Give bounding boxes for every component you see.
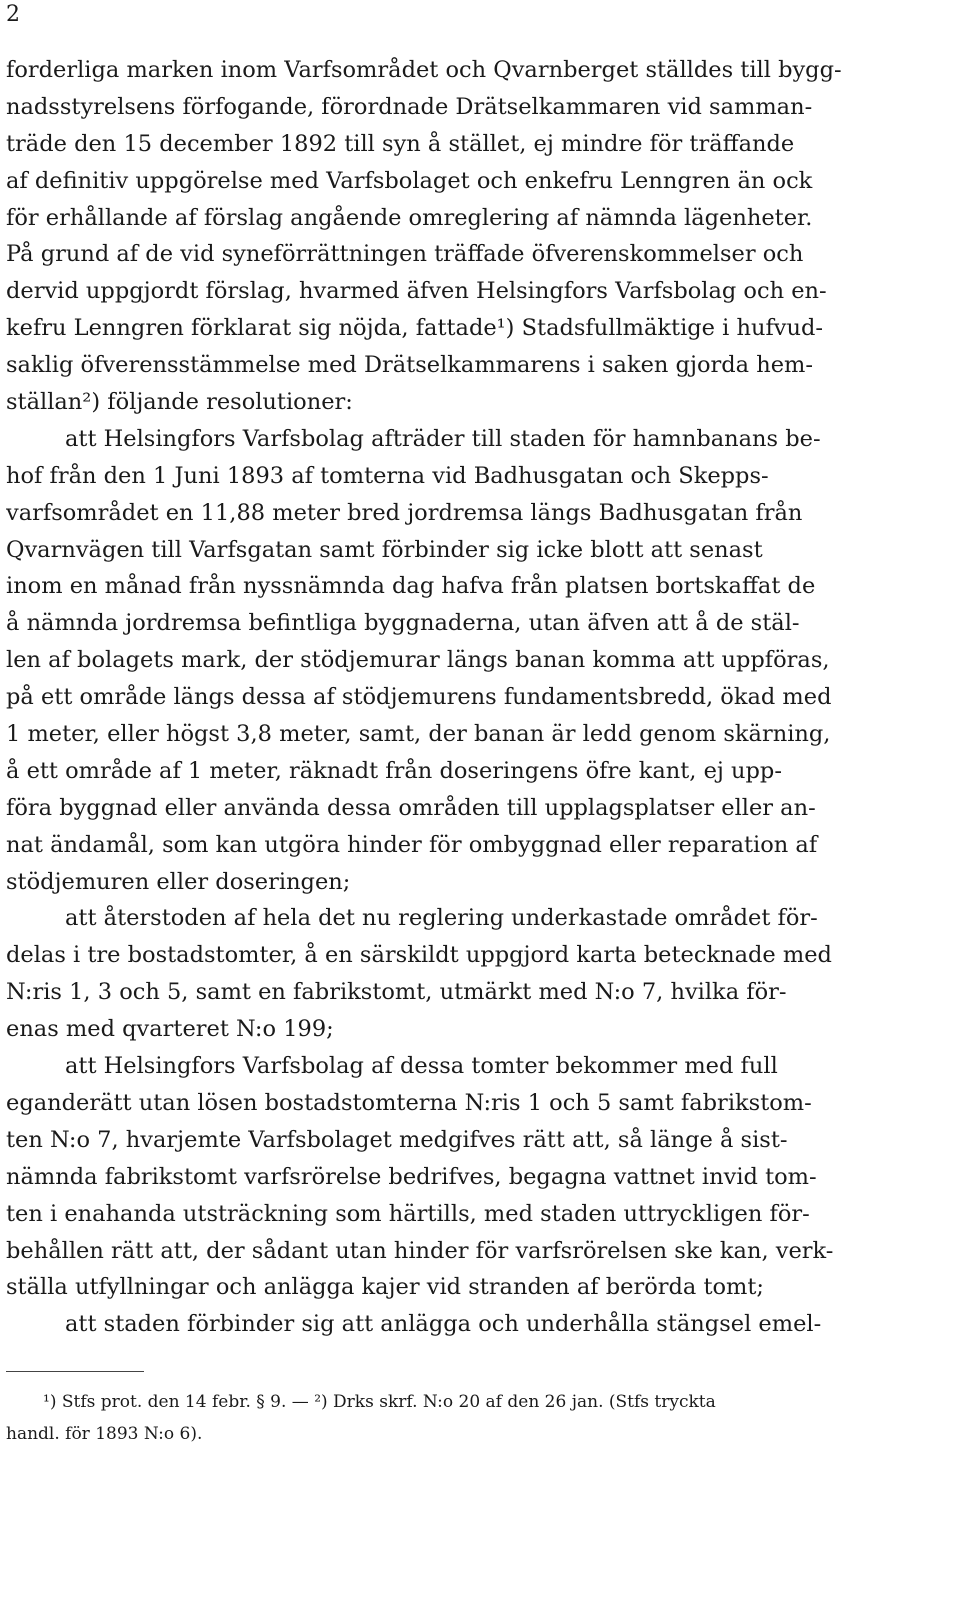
- text-line: att Helsingfors Varfsbolag afträder till staden för hamnbanans be-: [65, 425, 821, 452]
- text-line: På grund af de vid syneförrättningen träffade öfverenskommelser och: [6, 241, 804, 268]
- text-line: N:ris 1, 3 och 5, samt en fabrikstomt, utmärkt med N:o 7, hvilka för-: [6, 979, 787, 1006]
- text-line: behållen rätt att, der sådant utan hinder för varfsrörelsen ske kan, verk-: [6, 1237, 834, 1264]
- footnote-divider: [6, 1371, 144, 1372]
- text-line: eganderätt utan lösen bostadstomterna N:ris 1 och 5 samt fabrikstom-: [6, 1089, 812, 1116]
- text-line: att Helsingfors Varfsbolag af dessa tomter bekommer med full: [65, 1053, 778, 1080]
- text-line: å nämnda jordremsa befintliga byggnaderna, utan äfven att å de stäl-: [6, 610, 800, 637]
- text-line: att staden förbinder sig att anlägga och underhålla stängsel emel-: [65, 1311, 822, 1338]
- text-line: kefru Lenngren förklarat sig nöjda, fattade¹) Stadsfullmäktige i hufvud-: [6, 315, 823, 342]
- text-line: på ett område längs dessa af stödjemurens fundamentsbredd, ökad med: [6, 684, 832, 711]
- text-line: hof från den 1 Juni 1893 af tomterna vid Badhusgatan och Skepps-: [6, 462, 769, 489]
- footnote-line: ¹) Stfs prot. den 14 febr. § 9. — ²) Drks skrf. N:o 20 af den 26 jan. (Stfs tryckta: [43, 1392, 716, 1412]
- text-line: för erhållande af förslag angående omreglering af nämnda lägenheter.: [6, 204, 813, 231]
- text-line: dervid uppgjordt förslag, hvarmed äfven Helsingfors Varfsbolag och en-: [6, 278, 827, 305]
- text-line: af definitiv uppgörelse med Varfsbolaget och enkefru Lenngren än ock: [6, 167, 813, 194]
- text-line: ten N:o 7, hvarjemte Varfsbolaget medgifves rätt att, så länge å sist-: [6, 1126, 788, 1153]
- text-line: nämnda fabrikstomt varfsrörelse bedrifves, begagna vattnet invid tom-: [6, 1163, 817, 1190]
- text-line: å ett område af 1 meter, räknadt från doseringens öfre kant, ej upp-: [6, 757, 782, 784]
- text-line: inom en månad från nyssnämnda dag hafva från platsen bortskaffat de: [6, 573, 816, 600]
- text-line: 1 meter, eller högst 3,8 meter, samt, der banan är ledd genom skärning,: [6, 721, 831, 748]
- page-number: 2: [6, 2, 20, 27]
- text-line: forderliga marken inom Varfsområdet och Qvarnberget ställdes till bygg-: [6, 57, 842, 83]
- text-line: len af bolagets mark, der stödjemurar längs banan komma att uppföras,: [6, 647, 830, 674]
- text-line: ten i enahanda utsträckning som härtills, med staden uttryckligen för-: [6, 1200, 810, 1227]
- footnotes: [6, 1386, 886, 1450]
- text-line: varfsområdet en 11,88 meter bred jordremsa längs Badhusgatan från: [6, 499, 803, 526]
- text-line: nadsstyrelsens förfogande, förordnade Drätselkammaren vid samman-: [6, 93, 813, 120]
- text-line: träde den 15 december 1892 till syn å stället, ej mindre för träffande: [6, 130, 795, 157]
- text-line: föra byggnad eller använda dessa områden till upplagsplatser eller an-: [6, 794, 816, 821]
- text-line: Qvarnvägen till Varfsgatan samt förbinder sig icke blott att senast: [6, 536, 763, 563]
- text-line: att återstoden af hela det nu reglering underkastade området för-: [65, 905, 818, 932]
- text-line: ställa utfyllningar och anlägga kajer vid stranden af berörda tomt;: [6, 1274, 765, 1301]
- footnote-line: handl. för 1893 N:o 6).: [6, 1424, 203, 1444]
- text-line: saklig öfverensstämmelse med Drätselkammarens i saken gjorda hem-: [6, 352, 813, 379]
- text-line: enas med qvarteret N:o 199;: [6, 1016, 334, 1043]
- text-line: nat ändamål, som kan utgöra hinder för ombyggnad eller reparation af: [6, 831, 818, 858]
- text-line: delas i tre bostadstomter, å en särskildt uppgjord karta betecknade med: [6, 942, 832, 969]
- body-text: [6, 52, 886, 1343]
- text-line: stödjemuren eller doseringen;: [6, 868, 351, 895]
- text-line: ställan²) följande resolutioner:: [6, 389, 353, 416]
